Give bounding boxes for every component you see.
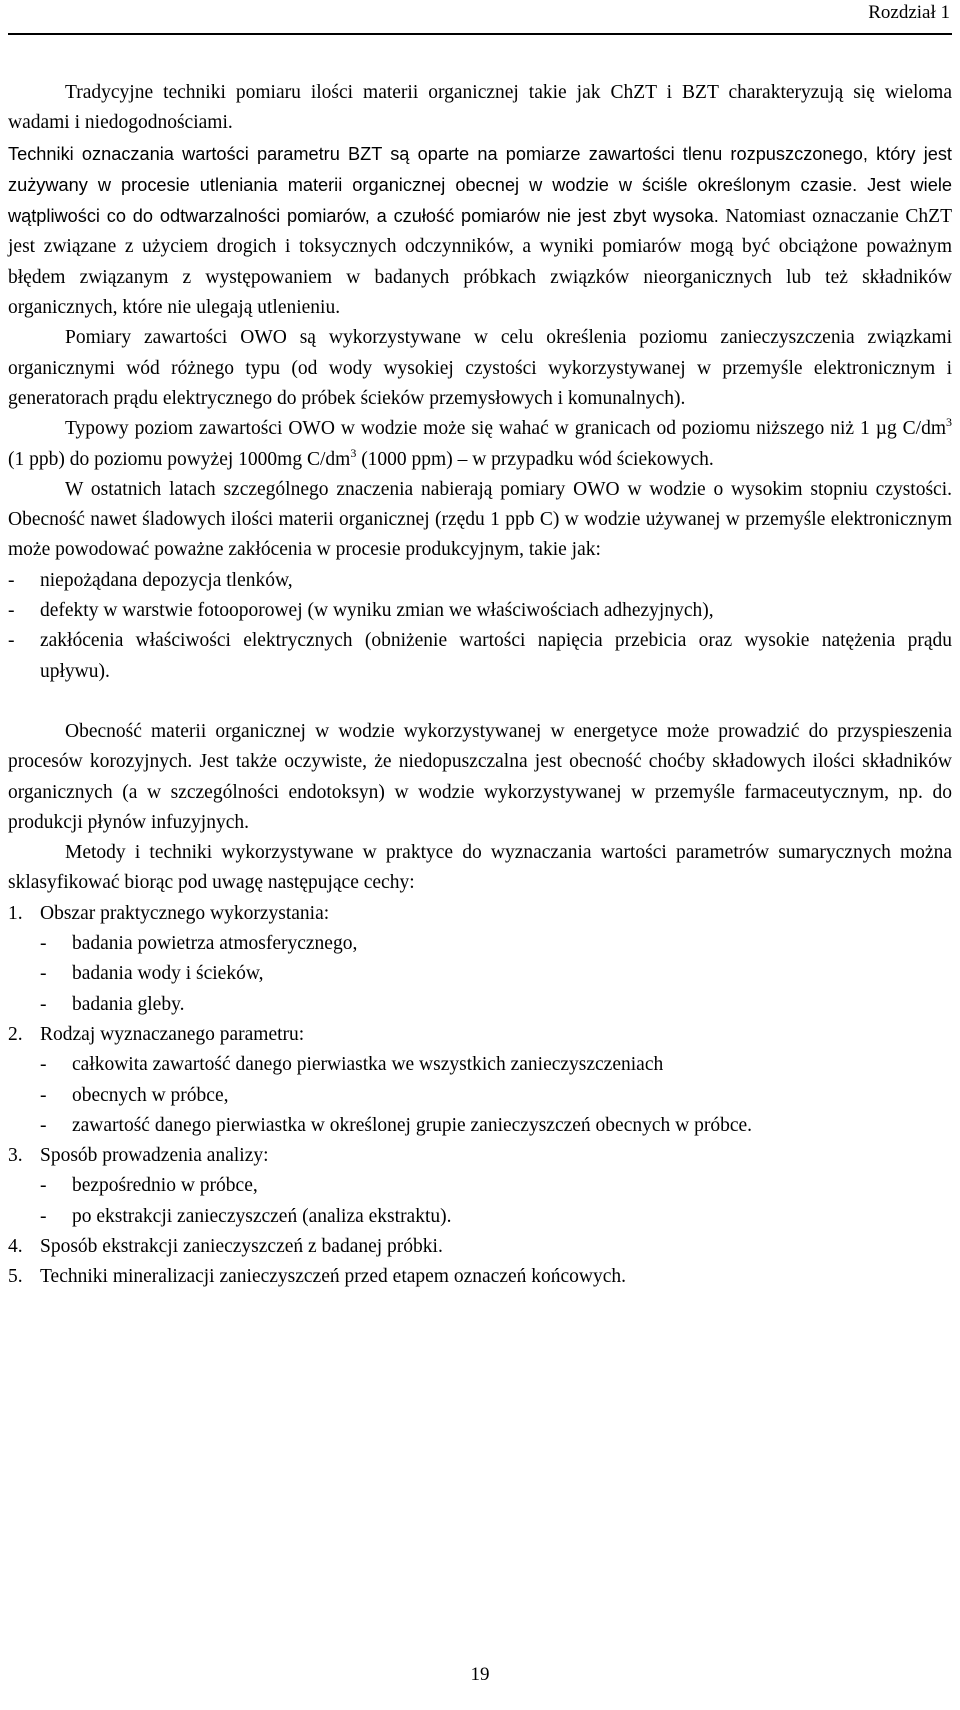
numbered-item [8,1141,952,1171]
item-text: Obszar praktycznego wykorzystania: [40,902,330,924]
paragraph-1-c: Natomiast oznaczanie ChZT jest związane z użyciem drogich i toksycznych odczynników, a wyniki pomiarów mogą być obciążone poważnym błędem związanym z występowaniem w badanych próbkach związków nieorganicznych lub też składników organicznych, które nie ulegają utlenieniu. [8,206,952,319]
paragraph-1-a: Tradycyjne techniki pomiaru ilości materii organicznej takie jak ChZT i BZT charakteryzują się wieloma wadami i niedogodnościami. [8,82,952,134]
paragraph-3-c: (1000 ppm) – w przypadku wód ściekowych. [356,448,714,470]
item-number: 4. [8,1235,23,1257]
item-number: 2. [8,1023,23,1045]
item-number: 3. [8,1145,23,1167]
list-item [8,626,952,687]
header-rule [8,33,952,35]
list-item-text: defekty w warstwie fotooporowej (w wyniku zmian we właściwościach adhezyjnych), [40,600,714,622]
item-text: Sposób prowadzenia analizy: [40,1145,269,1167]
list-item [8,596,952,626]
list-item-text: całkowita zawartość danego pierwiastka we wszystkich zanieczyszczeniach [72,1054,664,1076]
list-item [40,1081,952,1111]
numbered-item [8,1262,952,1292]
list-marker: - [40,1175,47,1197]
list-marker: - [40,1084,47,1106]
numbered-item [8,1232,952,1262]
list-item [40,1111,952,1141]
paragraph-3 [8,414,952,475]
superscript-2: 3 [350,445,357,460]
list-item-text: zakłócenia właściwości elektrycznych (obniżenie wartości napięcia przebicia oraz wysokie natężenia prądu upływu). [40,630,952,682]
list-item [40,1171,952,1201]
list-item [40,990,952,1020]
item-text: Sposób ekstrakcji zanieczyszczeń z badanej próbki. [40,1235,443,1257]
item-number: 5. [8,1266,23,1288]
paragraph-1 [8,78,952,323]
numbered-item [8,1020,952,1050]
page-number: 19 [470,1664,490,1685]
numbered-item [8,899,952,929]
list-item-text: badania gleby. [72,993,185,1015]
document-body [8,78,952,1293]
list-item-text: bezpośrednio w próbce, [72,1175,258,1197]
paragraph-6: Metody i techniki wykorzystywane w praktyce do wyznaczania wartości parametrów sumarycznych można sklasyfikować biorąc pod uwagę następujące cechy: [8,842,952,894]
list-item-text: obecnych w próbce, [72,1084,229,1106]
list-item-text: badania powietrza atmosferycznego, [72,933,358,955]
list-item [40,1202,952,1232]
effects-list [8,566,952,687]
list-marker: - [40,1114,47,1136]
list-item [40,959,952,989]
list-marker: - [40,933,47,955]
paragraph-2: Pomiary zawartości OWO są wykorzystywane w celu określenia poziomu zanieczyszczenia związkami organicznymi wód różnego typu (od wody wysokiej czystości wykorzystywanej w przemyśle elektronicznym i generatorach prądu elektrycznego do próbek ścieków przemysłowych i komunalnych). [8,327,952,409]
paragraph-1-b: Techniki oznaczania wartości parametru BZT są oparte na pomiarze zawartości tlenu rozpuszczonego, który jest zużywany w procesie utleniania materii organicznej obecnej w wodzie w ściśle określonym czasie. Jest wiele wątpliwości co do odtwarzalności pomiarów, a czułość pomiarów nie jest zbyt wysoka. [8,143,952,227]
list-item [40,929,952,959]
list-item [8,566,952,596]
superscript-1: 3 [946,415,952,430]
item-text: Rodzaj wyznaczanego parametru: [40,1023,305,1045]
list-item-text: zawartość danego pierwiastka w określonej grupie zanieczyszczeń obecnych w próbce. [72,1114,753,1136]
list-marker: - [40,963,47,985]
list-item [40,1050,952,1080]
paragraph-5: Obecność materii organicznej w wodzie wykorzystywanej w energetyce może prowadzić do przyspieszenia procesów korozyjnych. Jest także oczywiste, że niedopuszczalna jest obecność choćby składowych ilości składników organicznych (a w szczególności endotoksyn) w wodzie wykorzystywanej w przemyśle farmaceutycznym, np. do produkcji płynów infuzyjnych. [8,720,952,833]
paragraph-3-b: (1 ppb) do poziomu powyżej 1000mg C/dm [8,448,351,470]
list-marker: - [8,600,15,622]
paragraph-3-a: Typowy poziom zawartości OWO w wodzie może się wahać w granicach od poziomu niższego niż 1 µg C/dm [65,418,946,440]
list-item-text: niepożądana depozycja tlenków, [40,569,293,591]
list-marker: - [40,993,47,1015]
item-number: 1. [8,902,23,924]
list-marker: - [40,1205,47,1227]
list-item-text: po ekstrakcji zanieczyszczeń (analiza ekstraktu). [72,1205,452,1227]
chapter-title: Rozdział 1 [868,2,950,23]
list-marker: - [8,630,15,652]
paragraph-4: W ostatnich latach szczególnego znaczenia nabierają pomiary OWO w wodzie o wysokim stopniu czystości. Obecność nawet śladowych ilości materii organicznej (rzędu 1 ppb C) w wodzie używanej w przemyśle elektronicznym może powodować poważne zakłócenia w procesie produkcyjnym, takie jak: [8,478,952,561]
blank-line [8,687,952,717]
page-header [0,0,960,36]
list-marker: - [40,1054,47,1076]
list-item-text: badania wody i ścieków, [72,963,264,985]
features-list [8,899,952,1293]
item-text: Techniki mineralizacji zanieczyszczeń przed etapem oznaczeń końcowych. [40,1266,627,1288]
list-marker: - [8,569,15,591]
